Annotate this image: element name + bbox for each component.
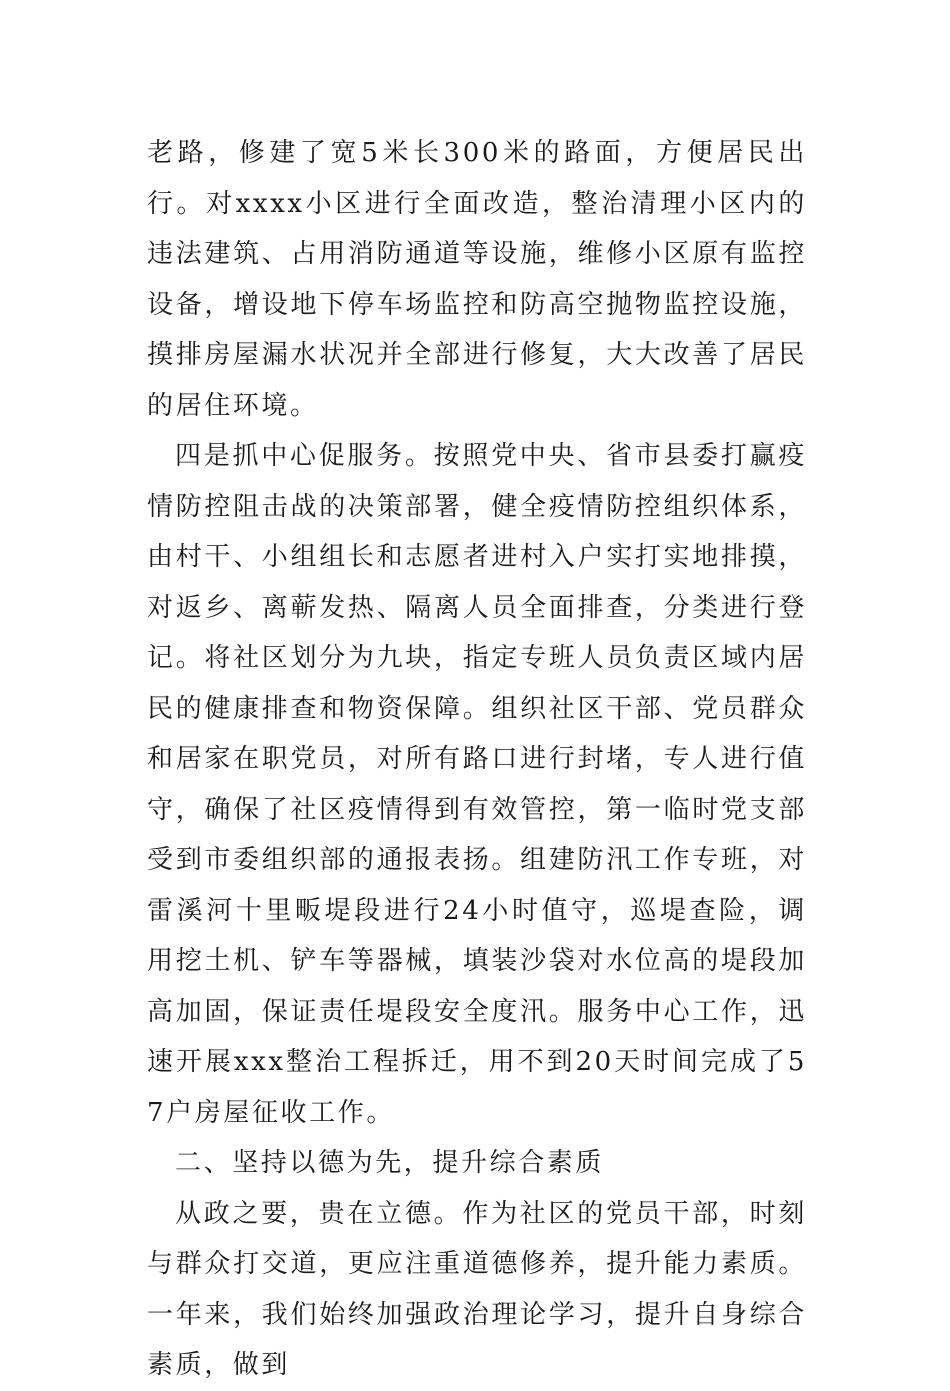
paragraph-morality: 从政之要，贵在立德。作为社区的党员干部，时刻与群众打交道，更应注重道德修养，提升能力素质。一年来，我们始终加强政治理论学习，提升自身综合素质，做到 xyxy=(147,1198,807,1380)
paragraph-epidemic-service: 四是抓中心促服务。按照党中央、省市县委打赢疫情防控阻击战的决策部署，健全疫情防控组织体系，由村干、小组组长和志愿者进村入户实打实地排摸，对返乡、离蕲发热、隔离人员全面排查，分类进行登记。将社区划分为九块，指定专班人员负责区域内居民的健康排查和物资保障。组织社区干部、党员群众和居家在职党员，对所有路口进行封堵，专人进行值守，确保了社区疫情得到有效管控，第一临时党支部受到市委组织部的通报表扬。组建防汛工作专班，对雷溪河十里畈堤段进行24小时值守，巡堤查险，调用挖土机、铲车等器械，填装沙袋对水位高的堤段加高加固，保证责任堤段安全度汛。服务中心工作，迅速开展xxx整治工程拆迁，用不到20天时间完成了57户房屋征收工作。 xyxy=(147,441,807,1128)
section-heading: 二、坚持以德为先，提升综合素质 xyxy=(175,1148,605,1178)
document-body xyxy=(147,128,807,1391)
paragraph-continuation: 老路，修建了宽5米长300米的路面，方便居民出行。对xxxx小区进行全面改造，整治清理小区内的违法建筑、占用消防通道等设施，维修小区原有监控设备，增设地下停车场监控和防高空抛物监控设施，摸排房屋漏水状况并全部进行修复，大大改善了居民的居住环境。 xyxy=(147,138,807,421)
